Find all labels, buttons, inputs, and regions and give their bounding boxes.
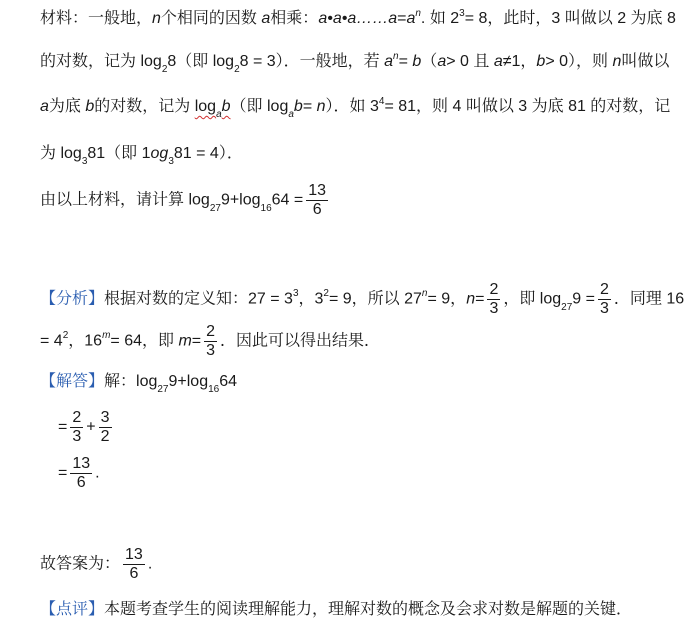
text: = 9，所以 27 [328,290,422,308]
var-b: b [536,53,546,70]
exponent: 4 [378,95,385,107]
text: = 64，即 [110,332,179,350]
text: 81 = 4）． [173,145,243,162]
var-a: a [437,53,447,70]
exponent: 2 [62,330,69,342]
exponent: n [421,288,428,300]
subscript: 3 [81,156,88,168]
solution-step-1 [58,409,115,446]
text: = 4 [40,332,63,350]
text: og [150,145,169,162]
text: ，3 [298,290,324,308]
analysis-tag: 【分析】 [40,290,105,308]
text: 9+log [168,373,209,390]
exponent: 2 [323,288,329,300]
comment-tag: 【点评】 [40,601,105,618]
numerator: 13 [72,455,91,472]
text: ，16 [68,332,103,350]
text: . [147,555,153,573]
exponent: 3 [292,288,299,300]
analysis-line-1 [40,281,684,318]
text: > 0 且 [446,53,494,70]
text: 为底 [48,98,86,115]
text: = [475,290,485,308]
product-expr: a•a•a……a [318,10,398,27]
analysis-line-2 [40,323,380,360]
var-a: a [384,53,394,70]
text: = 9， [427,290,467,308]
text: 的对数，记为 [94,98,195,115]
fraction [598,281,611,318]
text: 相乘： [270,10,319,27]
numerator: 13 [125,546,143,563]
text: 8 = 3）．一般地，若 [239,53,385,70]
solution-tag: 【解答】 [40,373,105,390]
solution-step-2 [58,455,100,492]
text: 9 = [572,290,595,308]
fraction [70,455,92,492]
log-a-b-expr [194,98,231,121]
numerator: 2 [599,281,609,298]
denominator: 6 [76,474,86,491]
subscript: a [216,109,222,121]
var-m: m [178,332,192,350]
subscript: 16 [208,384,220,396]
text: 故答案为： [40,555,121,573]
text: > 0），则 [545,53,613,70]
text: = [58,464,68,482]
comment-line [40,599,632,621]
subscript: 3 [168,156,174,168]
var-b: b [85,98,95,115]
text: ．同理 16 [613,290,685,308]
fraction [204,323,217,360]
numerator: 2 [489,281,499,298]
numerator: 2 [206,323,216,340]
subscript: a [288,109,294,121]
answer-fraction [123,546,145,583]
text: 本题考查学生的阅读理解能力，理解对数的概念及会求对数是解题的关键． [104,601,633,618]
material-line-2 [40,50,670,76]
text: 个相同的因数 [160,10,257,27]
text: 64 = [271,191,304,209]
subscript: 27 [561,301,573,313]
denominator: 3 [206,342,216,359]
text: 8（即 log [167,53,235,70]
var-n: n [316,98,326,115]
text: = [58,418,68,436]
numerator: 13 [308,182,327,199]
question-line [40,182,331,219]
subscript: 27 [209,202,221,214]
text: + [86,418,96,436]
var-a: a [406,10,416,27]
answer-fraction [306,182,328,219]
material-line-4 [40,143,243,168]
solution-line [40,371,238,396]
numerator: 2 [72,409,82,426]
var-a: a [40,98,49,115]
answer-line [40,546,152,583]
denominator: 3 [72,428,82,445]
var-a: a [261,10,271,27]
var-n: n [152,10,161,27]
denominator: 3 [599,300,609,317]
text: log [267,98,289,115]
subscript: 2 [161,64,168,76]
var-b: b [412,53,422,70]
numerator: 3 [100,409,110,426]
var-n: n [612,53,622,70]
text: （即 [230,98,267,115]
text: = 8，此时，3 叫做以 2 为底 8 [464,10,676,27]
exponent: n [415,7,421,19]
text: = [302,98,317,115]
denominator: 3 [489,300,499,317]
text: . [95,464,100,482]
text: 由以上材料，请计算 log [40,191,210,209]
var-b: b [293,98,303,115]
text: 解：log [104,373,158,390]
denominator: 2 [100,428,110,445]
exponent: m [102,330,111,342]
text: = 81，则 4 叫做以 3 为底 81 的对数，记 [384,98,671,115]
subscript: 16 [260,202,272,214]
exponent: n [393,50,399,62]
text: 64 [219,373,238,390]
text: ）．如 3 [325,98,379,115]
text: = [191,332,202,350]
text: ≠1， [502,53,537,70]
text: 的对数，记为 log [40,53,162,70]
subscript: 2 [234,64,240,76]
text: ．因此可以得出结果． [220,332,381,350]
text: ，即 log [503,290,562,308]
text: 材料：一般地， [40,10,153,27]
exponent: 3 [459,7,465,19]
text: 根据对数的定义知：27 = 3 [104,290,293,308]
text: log [194,98,217,115]
text: . 如 2 [420,10,460,27]
fraction [70,409,83,446]
material-line-3 [40,95,671,121]
text: （ [421,53,438,70]
var-b: b [221,98,231,115]
subscript: 27 [157,384,169,396]
text: 叫做以 [621,53,670,70]
text: = [398,53,413,70]
text: 为 log [40,145,82,162]
denominator: 6 [129,565,139,582]
text: 81（即 1 [87,145,151,162]
denominator: 6 [312,201,322,218]
text: 9+log [220,191,261,209]
material-line-1 [40,8,676,30]
fraction [99,409,112,446]
var-a: a [493,53,503,70]
text: = [397,10,407,27]
fraction [487,281,500,318]
var-n: n [466,290,476,308]
